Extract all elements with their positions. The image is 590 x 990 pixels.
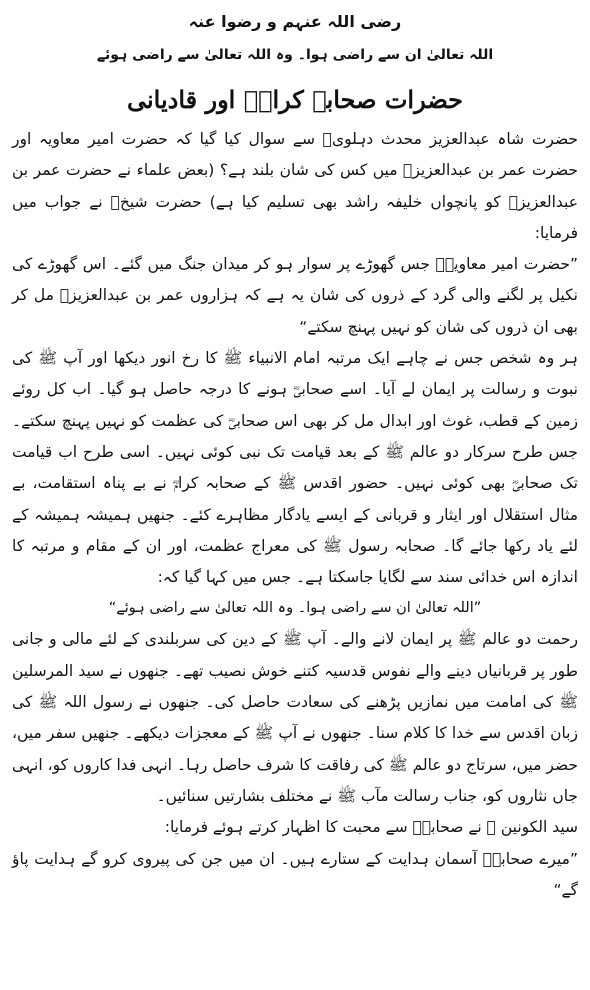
- arabic-invocation: رضی اللہ عنہم و رضوا عنہ: [188, 12, 402, 31]
- invocation-translation: اللہ تعالیٰ ان سے راضی ہوا۔ وہ اللہ تعالیٰ سے راضی ہوئے: [96, 47, 494, 63]
- page-title: حضرات صحابہ کرامؓ اور قادیانی: [127, 85, 463, 114]
- hadith-quote: ”میرے صحابہؓ آسمان ہدایت کے ستارے ہیں۔ ان میں جن کی پیروی کرو گے ہدایت پاؤ گے“: [12, 849, 578, 899]
- paragraph-question: حضرت شاہ عبدالعزیز محدث دہلویؒ سے سوال کیا گیا کہ حضرت امیر معاویہ اور حضرت عمر بن عبدالعزیزؒ میں کس کی شان بلند ہے؟ (بعض علماء نے حضرت عمر بن عبدالعزیزؒ کو پانچواں خلیفہ راشد بھی تسلیم کیا ہے) حضرت شیخؒ نے جواب میں فرمایا:: [12, 130, 578, 242]
- paragraph-saying-intro: سید الکونین ﷺ نے صحابہؓ سے محبت کا اظہار کرتے ہوئے فرمایا:: [164, 818, 578, 837]
- paragraph-companions: رحمت دو عالم ﷺ پر ایمان لانے والے۔ آپ ﷺ کے دین کی سربلندی کے لئے مالی و جانی طور پر قربانیاں دینے والے نفوس قدسیہ کتنے خوش نصیب تھے۔ جنھوں نے سید المرسلین ﷺ کی امامت میں نمازیں پڑھنے کی سعادت حاصل کی۔ جنھوں نے رسول اللہ ﷺ کی زبان اقدس سے خدا کا کلام سنا۔ جنھوں نے آپ ﷺ کے معجزات دیکھے۔ جنھیں سفر میں، حضر میں، سرتاج دو عالم ﷺ کی رفاقت کا شرف حاصل رہا۔ انہی فدا کاروں کو، انہی جاں نثاروں کو، جناب رسالت مآب ﷺ نے مختلف بشارتیں سنائیں۔: [12, 630, 578, 805]
- paragraph-sahabi-status: ہر وہ شخص جس نے چاہے ایک مرتبہ امام الانبیاء ﷺ کا رخ انور دیکھا اور آپ ﷺ کی نبوت و رسالت پر ایمان لے آیا۔ اسے صحابیؓ ہونے کا درجہ حاصل ہو گیا۔ اب کل روئے زمین کے قطب، غوث اور ابدال مل کر بھی اس صحابیؓ کی عظمت کو نہیں پہنچ سکتے۔ جس طرح سرکار دو عالم ﷺ کے بعد قیامت تک نبی کوئی نہیں۔ اسی طرح اب قیامت تک صحابیؓ بھی کوئی نہیں۔ حضور اقدس ﷺ کے صحابہ کرامؓ نے بے پناہ استقامت، بے مثال استقلال اور ایثار و قربانی کے ایسے یادگار مظاہرے کئے۔ جنھیں ہمیشہ ہمیشہ کے لئے یاد رکھا جائے گا۔ صحابہ رسول ﷺ کی معراج عظمت، اور ان کے مقام و مرتبہ کا اندازہ اس خدائی سند سے لگایا جاسکتا ہے۔ جس میں کہا گیا کہ:: [12, 349, 578, 587]
- center-quote: ”اللہ تعالیٰ ان سے راضی ہوا۔ وہ اللہ تعالیٰ سے راضی ہوئے“: [108, 600, 482, 617]
- quote-shah-abdulaziz: ”حضرت امیر معاویہؓ جس گھوڑے پر سوار ہو کر میدان جنگ میں گئے۔ اس گھوڑے کی نکیل پر لگنے والی گرد کے ذروں کی شان یہ ہے کہ ہزاروں عمر بن عبدالعزیزؒ مل کر بھی ان ذروں کی شان کو نہیں پہنچ سکتے“: [12, 255, 578, 336]
